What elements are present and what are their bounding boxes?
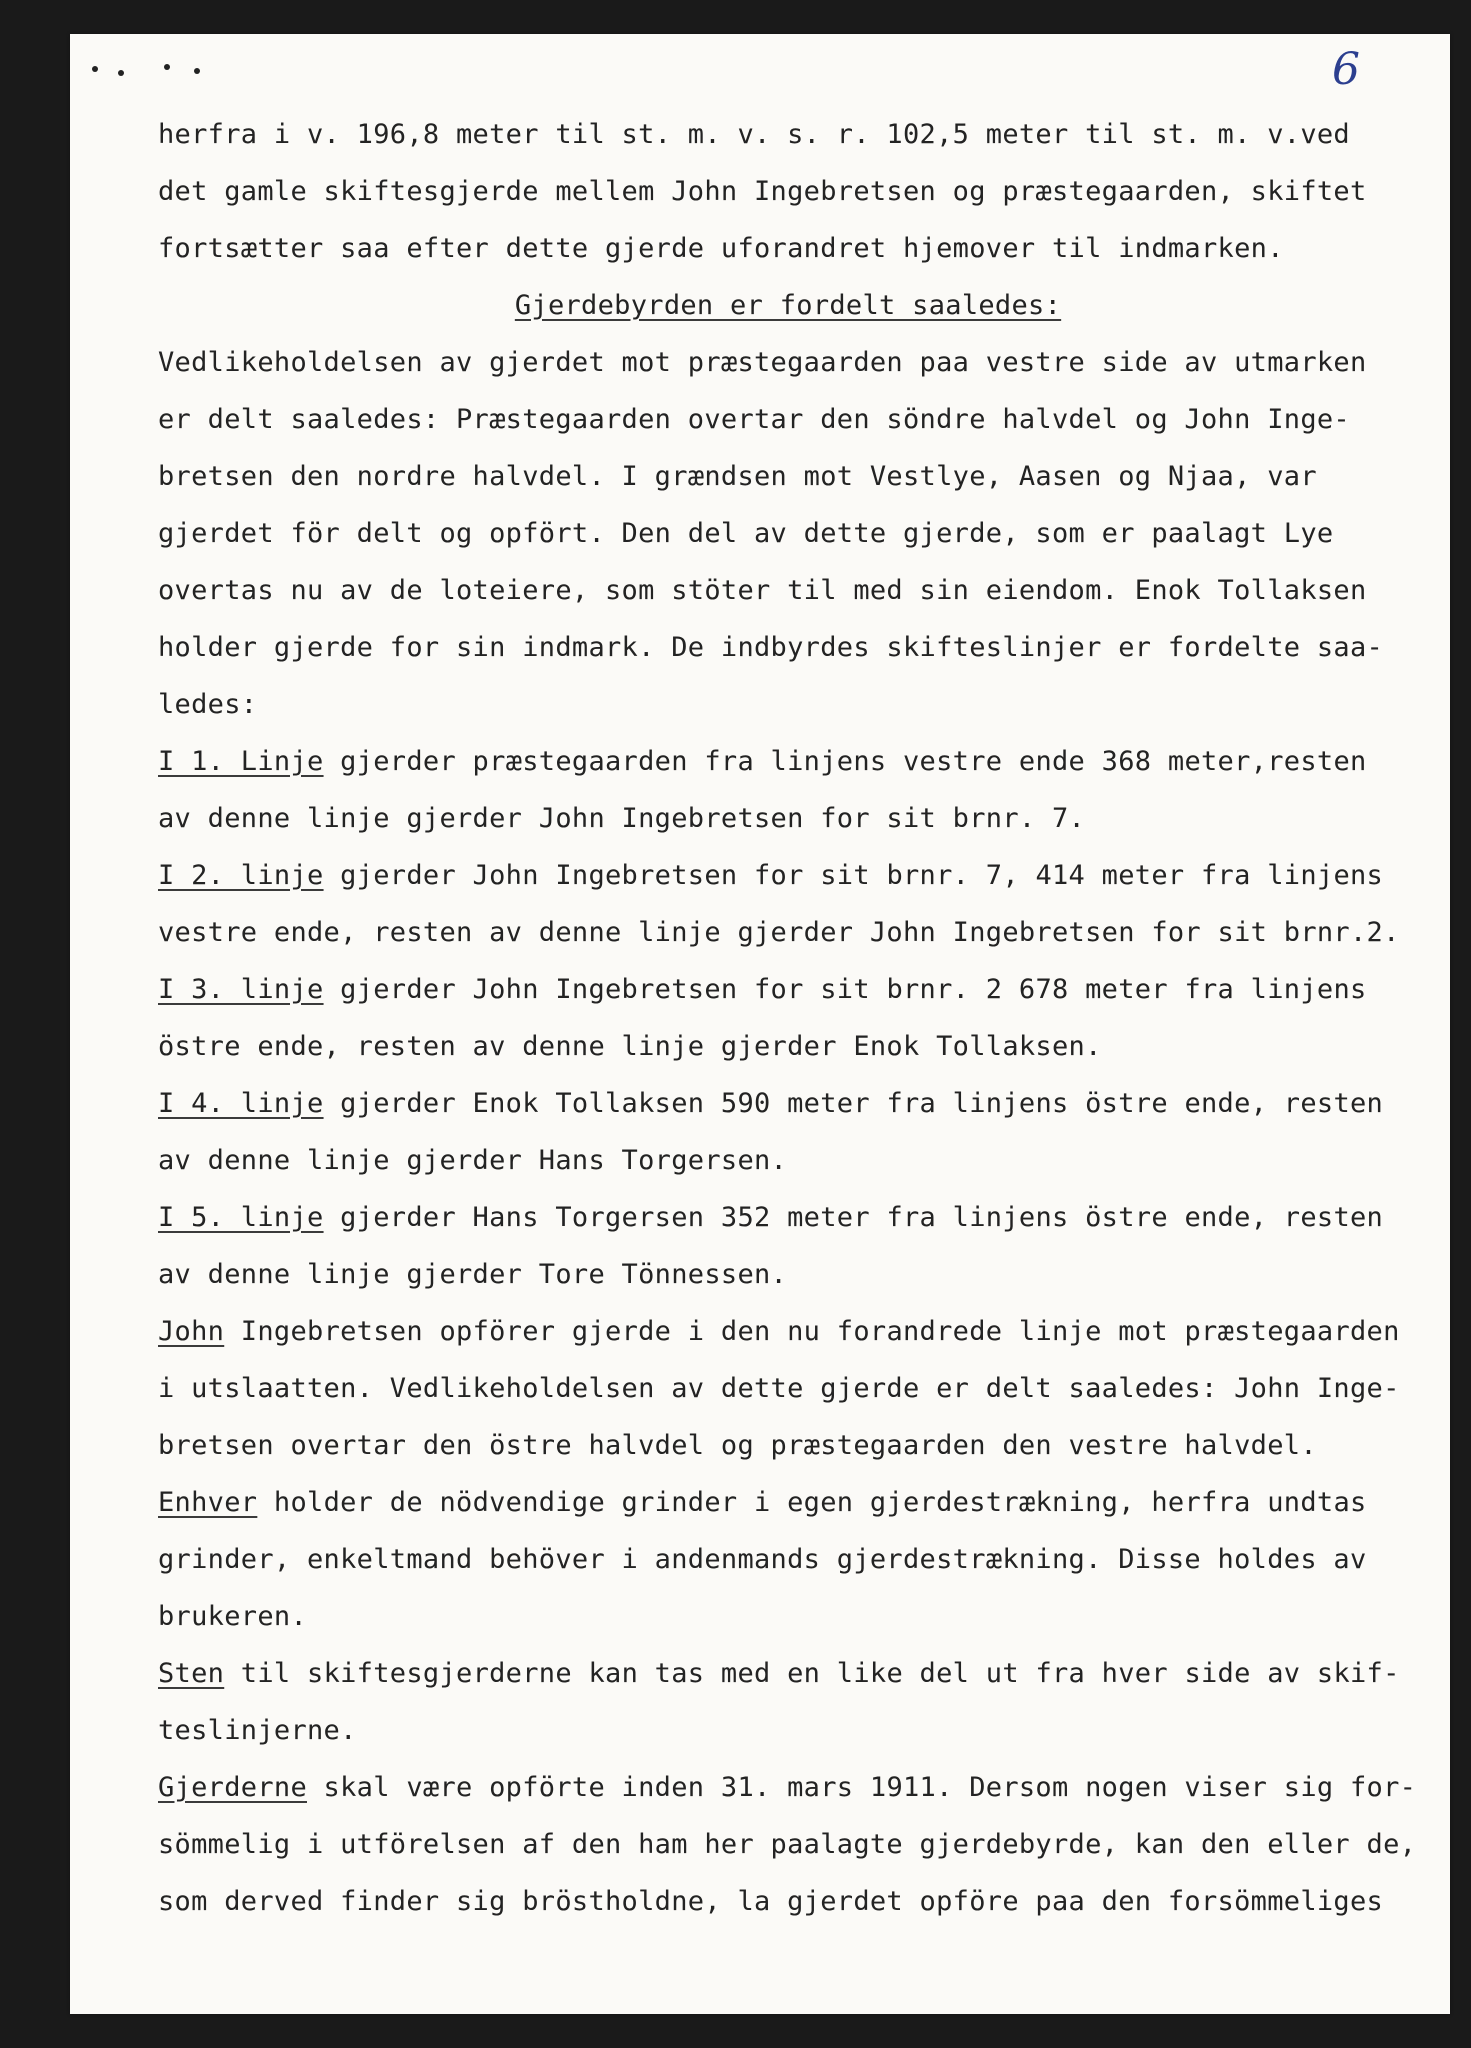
text-line: bretsen overtar den östre halvdel og præstegaarden den vestre halvdel. [158, 1430, 1317, 1461]
text-line: gjerder John Ingebretsen for sit brnr. 2 678 meter fra linjens [323, 974, 1367, 1005]
text-line: fortsætter saa efter dette gjerde uforandret hjemover til indmarken. [158, 233, 1284, 264]
line-3-paragraph [158, 961, 1418, 1018]
text-line: gjerder John Ingebretsen for sit brnr. 7, 414 meter fra linjens [323, 860, 1384, 891]
text-line: Ingebretsen opförer gjerde i den nu forandrede linje mot præstegaarden [224, 1316, 1400, 1347]
john-paragraph [158, 1303, 1418, 1360]
text-line: vestre ende, resten av denne linje gjerder John Ingebretsen for sit brnr.2. [158, 917, 1400, 948]
gjerderne-paragraph [158, 1759, 1418, 1816]
section-heading: Gjerdebyrden er fordelt saaledes: [514, 290, 1062, 321]
text-line: ledes: [158, 689, 258, 720]
text-line: grinder, enkeltmand behöver i andenmands gjerdestrækning. Disse holdes av [158, 1544, 1367, 1575]
text-line: skal være opförte inden 31. mars 1911. Dersom nogen viser sig for- [307, 1772, 1417, 1803]
line-1-paragraph [158, 733, 1418, 790]
text-line: av denne linje gjerder Hans Torgersen. [158, 1145, 788, 1176]
document-page [70, 34, 1450, 2014]
line-4-label: I 4. linje [158, 1088, 324, 1119]
document-body [158, 106, 1418, 1930]
text-line: i utslaatten. Vedlikeholdelsen av dette gjerde er delt saaledes: John Inge- [158, 1373, 1400, 1404]
line-4-paragraph [158, 1075, 1418, 1132]
text-line: östre ende, resten av denne linje gjerder Enok Tollaksen. [158, 1031, 1102, 1062]
text-line: overtas nu av de loteiere, som stöter til med sin eiendom. Enok Tollaksen [158, 575, 1367, 606]
enhver-paragraph [158, 1474, 1418, 1531]
text-line: bretsen den nordre halvdel. I grændsen mot Vestlye, Aasen og Njaa, var [158, 461, 1317, 492]
text-line: er delt saaledes: Præstegaarden overtar den söndre halvdel og John Inge- [158, 404, 1350, 435]
line-5-label: I 5. linje [158, 1202, 324, 1233]
gjerderne-label: Gjerderne [158, 1772, 307, 1803]
text-line: sömmelig i utförelsen af den ham her paalagte gjerdebyrde, kan den eller de, [158, 1829, 1417, 1860]
enhver-label: Enhver [158, 1487, 258, 1518]
text-line: av denne linje gjerder Tore Tönnessen. [158, 1259, 788, 1290]
text-line: gjerder Enok Tollaksen 590 meter fra linjens östre ende, resten [323, 1088, 1384, 1119]
line-2-paragraph [158, 847, 1418, 904]
text-line: til skiftesgjerderne kan tas med en like del ut fra hver side av skif- [224, 1658, 1400, 1689]
text-line: holder de nödvendige grinder i egen gjerdestrækning, herfra undtas [257, 1487, 1367, 1518]
text-line: gjerder præstegaarden fra linjens vestre ende 368 meter,resten [323, 746, 1367, 777]
text-line: det gamle skiftesgjerde mellem John Ingebretsen og præstegaarden, skiftet [158, 176, 1367, 207]
page-number: 6 [1332, 44, 1360, 95]
text-line: brukeren. [158, 1601, 307, 1632]
line-2-label: I 2. linje [158, 860, 324, 891]
text-line: teslinjerne. [158, 1715, 357, 1746]
text-line: Vedlikeholdelsen av gjerdet mot præstegaarden paa vestre side av utmarken [158, 347, 1367, 378]
text-line: gjerdet för delt og opfört. Den del av dette gjerde, som er paalagt Lye [158, 518, 1334, 549]
text-line: av denne linje gjerder John Ingebretsen for sit brnr. 7. [158, 803, 1086, 834]
text-line: gjerder Hans Torgersen 352 meter fra linjens östre ende, resten [323, 1202, 1384, 1233]
line-5-paragraph [158, 1189, 1418, 1246]
text-line: som derved finder sig bröstholdne, la gjerdet opföre paa den forsömmeliges [158, 1886, 1384, 1917]
text-line: holder gjerde for sin indmark. De indbyrdes skifteslinjer er fordelte saa- [158, 632, 1384, 663]
sten-label: Sten [158, 1658, 225, 1689]
line-1-label: I 1. Linje [158, 746, 324, 777]
sten-paragraph [158, 1645, 1418, 1702]
john-label: John [158, 1316, 225, 1347]
text-line: herfra i v. 196,8 meter til st. m. v. s. r. 102,5 meter til st. m. v.ved [158, 119, 1350, 150]
line-3-label: I 3. linje [158, 974, 324, 1005]
